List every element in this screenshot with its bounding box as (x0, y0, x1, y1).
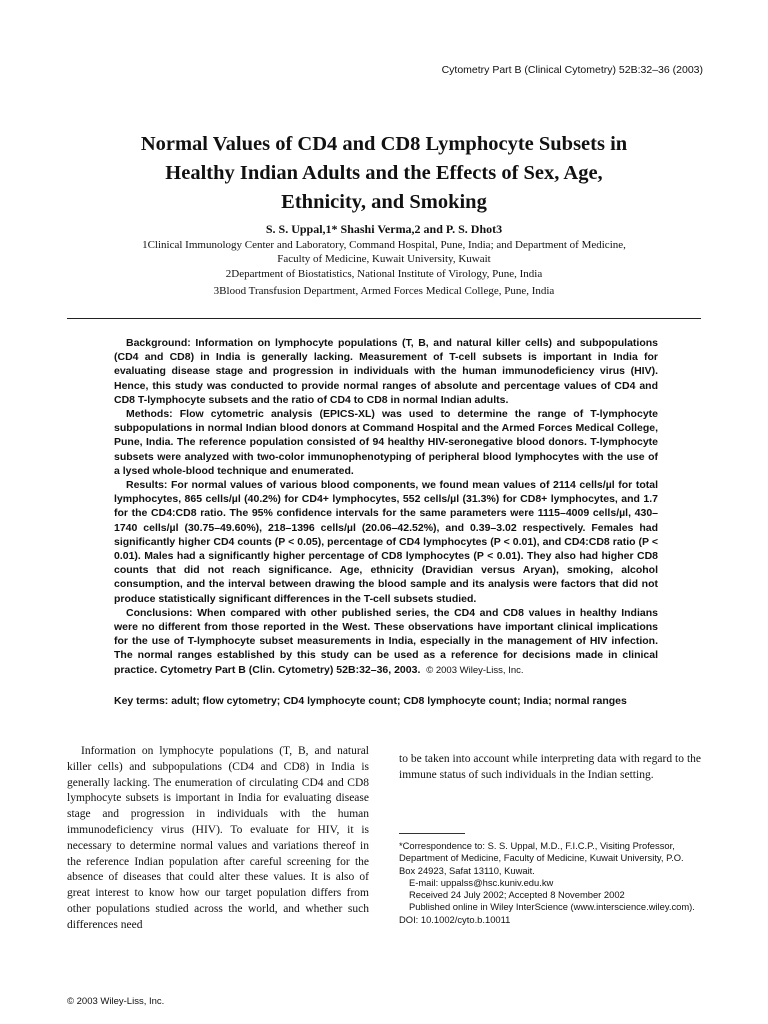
affiliation-3: 3Blood Transfusion Department, Armed Forces Medical College, Pune, India (213, 285, 555, 297)
affiliation-1-line-2: Faculty of Medicine, Kuwait University, Kuwait (277, 253, 491, 265)
footnote-doi: DOI: 10.1002/cyto.b.10011 (399, 913, 511, 925)
article-title (40, 130, 728, 217)
abstract-copyright: © 2003 Wiley-Liss, Inc. (426, 664, 524, 676)
abstract-background: Background: Information on lymphocyte populations (T, B, and natural killer cells) and subpopulations (CD4 and CD8) in India is generally lacking. Measurement of T-cell subsets is important in India for evaluating disease stage and progression in individuals with the human immunodeficiency virus (HIV). Hence, this study was conducted to provide normal ranges of absolute and percentage values of CD4 and CD8 T-lymphocyte subsets and the ratio of CD4 to CD8 in normal Indian adults. (114, 337, 658, 406)
body-column-left (67, 744, 369, 934)
author-list: S. S. Uppal,1* Shashi Verma,2 and P. S. Dhot3 (265, 222, 503, 236)
journal-reference: Cytometry Part B (Clinical Cytometry) 52B:32–36 (2003) (441, 64, 703, 76)
footnote-published: Published online in Wiley InterScience (www.interscience.wiley.com). (409, 901, 695, 913)
abstract-results: Results: For normal values of various blood components, we found mean values of 2114 cells/µl for total lymphocytes, 865 cells/µl (40.2%) for CD4+ lymphocytes, 552 cells/µl (31.3%) for CD8+ lymphocytes, and 1.7 for the CD4:CD8 ratio. The 95% confidence intervals for the same parameters were 1115–4009 cells/µl, 430–1740 cells/µl (30.75–49.60%), 218–1396 cells/µl (20.06–42.52%), and 0.39–3.02 respectively. Females had significantly higher CD4 counts (P < 0.05), percentage of CD4 lymphocytes (P < 0.01), and CD4:CD8 ratio (P < 0.01). Males had a significantly higher percentage of CD8 lymphocytes (P < 0.01). They also had higher CD8 counts that did not reach significance. Age, ethnicity (Dravidian versus Aryan), smoking, alcohol consumption, and the interval between drawing the blood sample and its analysis were factors that did not produce statistically significant differences in the T-cell subsets studied. (114, 479, 658, 605)
body-column-right (399, 752, 701, 784)
body-paragraph-continued: to be taken into account while interpreting data with regard to the immune status of such individuals in the Indian setting. (399, 753, 701, 781)
affiliation-1-line-1: 1Clinical Immunology Center and Laboratory, Command Hospital, Pune, India; and Department of Medicine, (142, 239, 626, 251)
footnote-received: Received 24 July 2002; Accepted 8 November 2002 (409, 889, 625, 901)
body-paragraph-1: Information on lymphocyte populations (T, B, and natural killer cells) and subpopulations (CD4 and CD8) in India is generally lacking. The enumeration of circulating CD4 and CD8 lymphocyte subsets is important in India for evaluating disease stage and progression in individuals with the human immunodeficiency virus (HIV). To evaluate for HIV, it is necessary to determine normal values and variations thereof in the reference Indian population after careful screening for the absence of diseases that could alter these values. It is also of great interest to know how our target population differs from other populations studied across the world, and whether such differences need (67, 745, 369, 931)
page-copyright: © 2003 Wiley-Liss, Inc. (67, 996, 165, 1007)
title-line-2: Healthy Indian Adults and the Effects of Sex, Age, (165, 162, 603, 184)
footnote-divider (399, 833, 465, 834)
correspondence-footnote (399, 840, 709, 926)
abstract-conclusions-text: Conclusions: When compared with other published series, the CD4 and CD8 values in healthy Indians were no different from those reported in the West. These observations have important clinical implications for the use of T-lymphocyte subset measurements in India, especially in the management of HIV infection. The normal ranges established by this study can be used as a reference for decisions made in clinical practice. Cytometry Part B (Clin. Cytometry) 52B:32–36, 2003. (114, 606, 658, 676)
abstract-methods: Methods: Flow cytometric analysis (EPICS-XL) was used to determine the range of T-lymphocyte subpopulations in normal Indian blood donors at Command Hospital and the Armed Forces Medical College, Pune, India. The reference population consisted of 94 healthy HIV-seronegative blood donors. T-lymphocyte subsets were analyzed with two-color immunophenotyping of peripheral blood lymphocytes with the use of a lysed whole-blood technique and enumerated. (114, 408, 658, 477)
title-line-3: Ethnicity, and Smoking (281, 191, 487, 213)
footnote-line-1: *Correspondence to: S. S. Uppal, M.D., F.I.C.P., Visiting Professor, (399, 840, 675, 851)
abstract-conclusions (114, 606, 658, 678)
title-line-1: Normal Values of CD4 and CD8 Lymphocyte Subsets in (140, 133, 628, 155)
affiliation-2: 2Department of Biostatistics, National Institute of Virology, Pune, India (225, 268, 543, 280)
footnote-line-2: Department of Medicine, Faculty of Medicine, Kuwait University, P.O. (399, 852, 684, 864)
affiliation-1 (40, 238, 728, 266)
header-divider (67, 318, 701, 319)
abstract (114, 336, 658, 678)
key-terms: Key terms: adult; flow cytometry; CD4 lymphocyte count; CD8 lymphocyte count; India; normal ranges (114, 695, 627, 707)
footnote-line-3: Box 24923, Safat 13110, Kuwait. (399, 864, 535, 876)
footnote-email: E-mail: uppalss@hsc.kuniv.edu.kw (409, 876, 554, 888)
